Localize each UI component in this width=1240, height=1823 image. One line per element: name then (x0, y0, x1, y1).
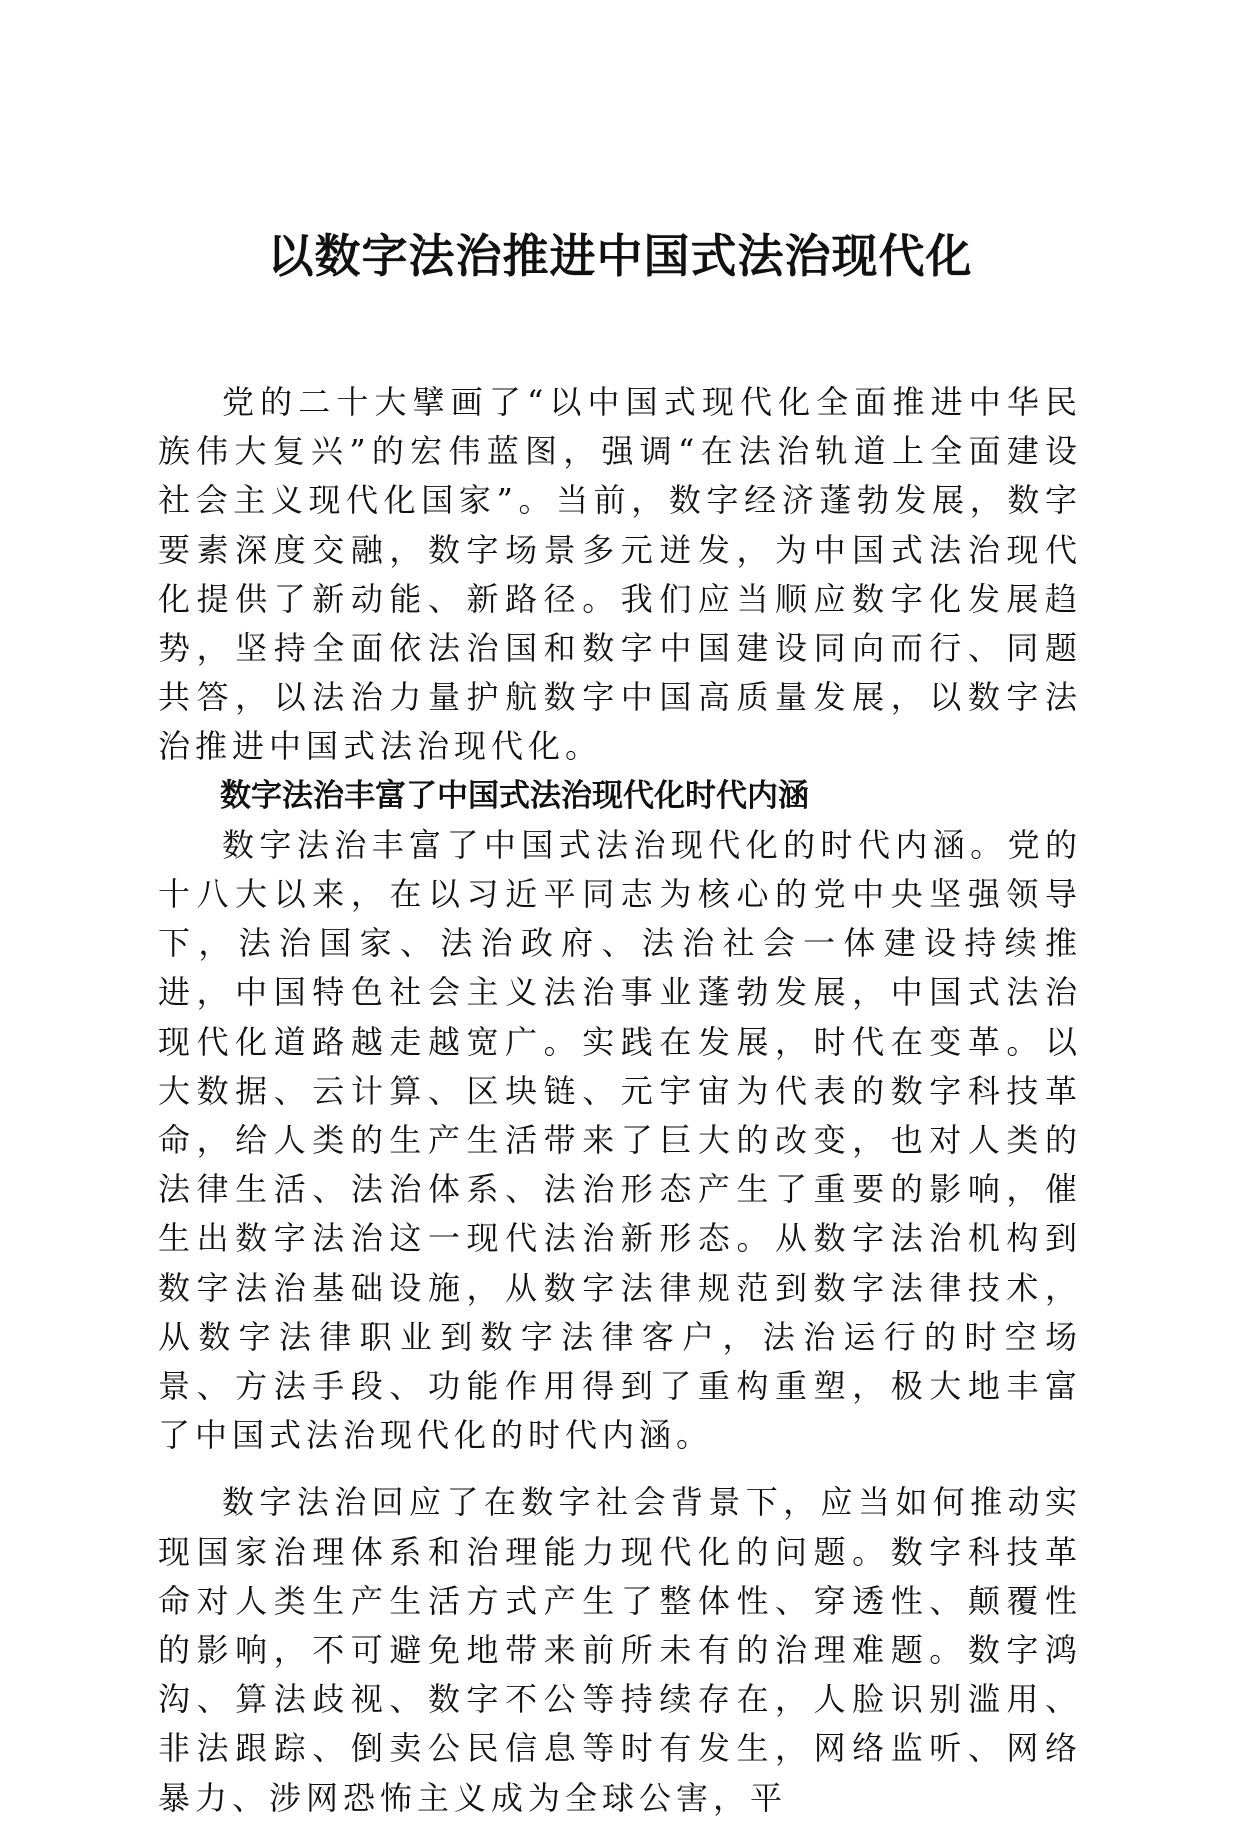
document-body (158, 378, 1082, 1823)
paragraph-section-2: 数字法治回应了在数字社会背景下，应当如何推动实现国家治理体系和治理能力现代化的问题。数字科技革命对人类生产生活方式产生了整体性、穿透性、颠覆性的影响，不可避免地带来前所未有的治理难题。数字鸿沟、算法歧视、数字不公等持续存在，人脸识别滥用、非法跟踪、倒卖公民信息等时有发生，网络监听、网络暴力、涉网恐怖主义成为全球公害，平 (158, 1483, 1082, 1817)
section-heading: 数字法治丰富了中国式法治现代化时代内涵 (220, 777, 809, 814)
paragraph-intro: 党的二十大擘画了“以中国式现代化全面推进中华民族伟大复兴”的宏伟蓝图，强调“在法治轨道上全面建设社会主义现代化国家”。当前，数字经济蓬勃发展，数字要素深度交融，数字场景多元迸发，为中国式法治现代化提供了新动能、新路径。我们应当顺应数字化发展趋势，坚持全面依法治国和数字中国建设同向而行、同题共答，以法治力量护航数字中国高质量发展，以数字法治推进中国式法治现代化。 (158, 383, 1082, 766)
paragraph-section-1: 数字法治丰富了中国式法治现代化的时代内涵。党的十八大以来，在以习近平同志为核心的党中央坚强领导下，法治国家、法治政府、法治社会一体建设持续推进，中国特色社会主义法治事业蓬勃发展，中国式法治现代化道路越走越宽广。实践在发展，时代在变革。以大数据、云计算、区块链、元宇宙为代表的数字科技革命，给人类的生产生活带来了巨大的改变，也对人类的法律生活、法治体系、法治形态产生了重要的影响，催生出数字法治这一现代法治新形态。从数字法治机构到数字法治基础设施，从数字法律规范到数字法律技术，从数字法律职业到数字法律客户，法治运行的时空场景、方法手段、功能作用得到了重构重塑，极大地丰富了中国式法治现代化的时代内涵。 (158, 825, 1082, 1455)
document-title: 以数字法治推进中国式法治现代化 (267, 229, 973, 283)
